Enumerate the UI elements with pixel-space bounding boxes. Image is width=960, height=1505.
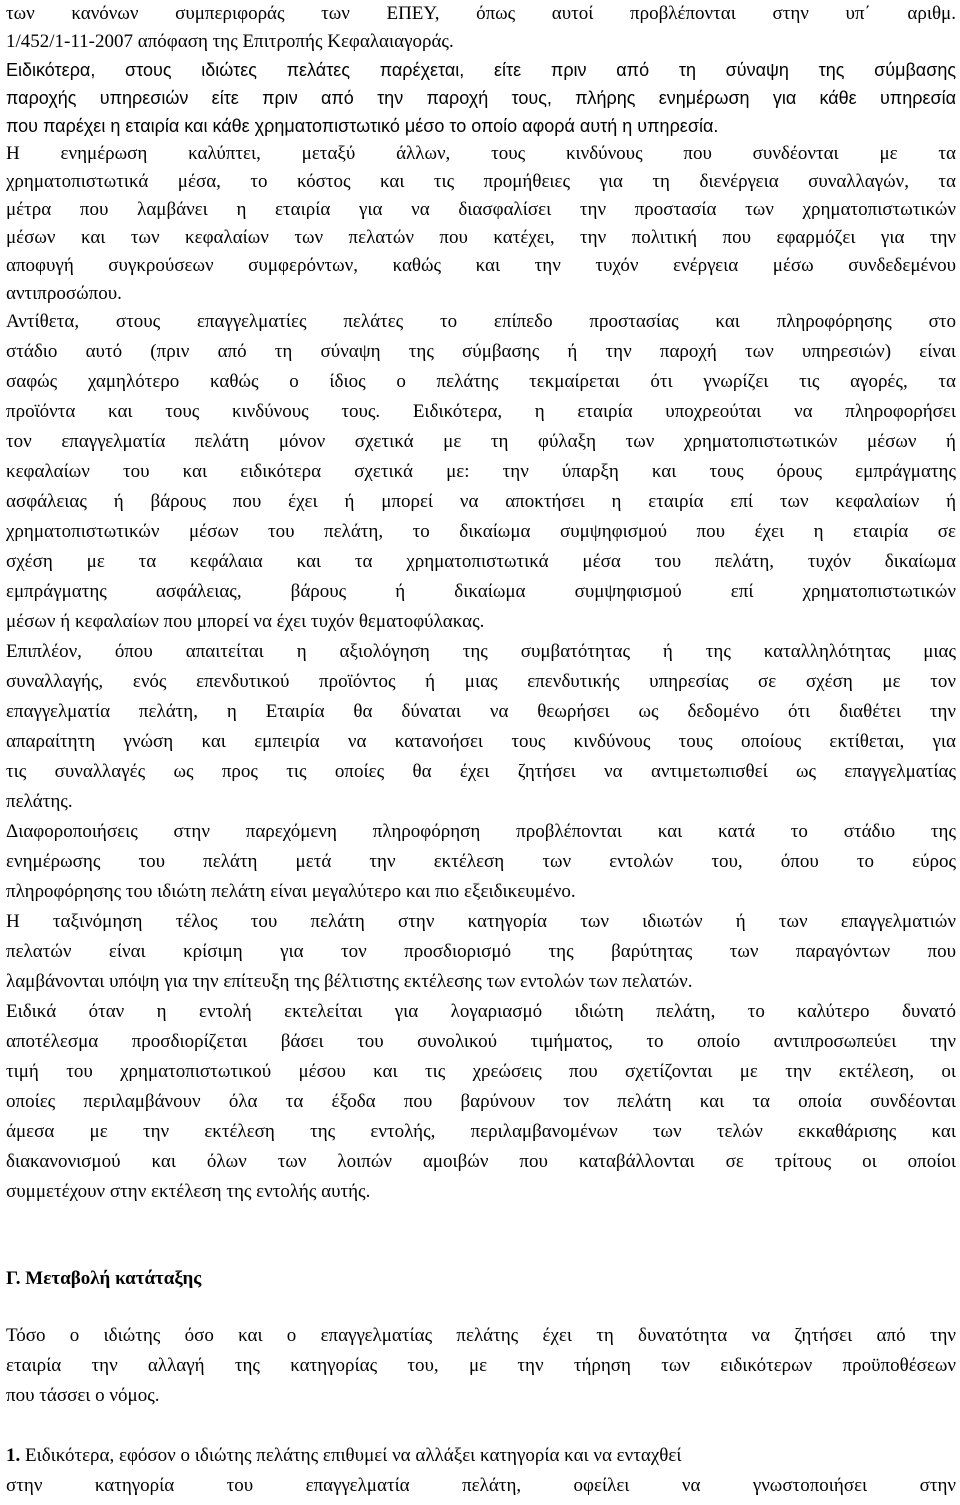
- text-line: διακανονισμού και όλων των λοιπών αμοιβών που καταβάλλονται σε τρίτους οι οποίοι: [6, 1151, 956, 1172]
- text-line: Διαφοροποιήσεις στην παρεχόμενη πληροφόρηση προβλέπονται και κατά το στάδιο της: [6, 821, 956, 842]
- text-line: Ειδικά όταν η εντολή εκτελείται για λογαριασμό ιδιώτη πελάτη, το καλύτερο δυνατό: [6, 1001, 956, 1022]
- text-line: στην κατηγορία του επαγγελματία πελάτη, οφείλει να γνωστοποιήσει στην: [6, 1475, 956, 1496]
- text-line: μέτρα που λαμβάνει η εταιρία για να διασφαλίσει την προστασία των χρηματοπιστωτικών: [6, 199, 956, 220]
- text-line: κεφαλαίων του και ειδικότερα σχετικά με: την ύπαρξη και τους όρους εμπράγματης: [6, 461, 956, 482]
- text-line: αντιπροσώπου.: [6, 283, 122, 304]
- text-line: που τάσσει ο νόμος.: [6, 1385, 160, 1406]
- text-line: Τόσο ο ιδιώτης όσο και ο επαγγελματίας πελάτης έχει τη δυνατότητα να ζητήσει από την: [6, 1325, 956, 1346]
- text-line: μέσων ή κεφαλαίων που μπορεί να έχει τυχόν θεματοφύλακας.: [6, 611, 485, 632]
- text-line: αποφυγή συγκρούσεων συμφερόντων, καθώς και την τυχόν ενέργεια μέσω συνδεδεμένου: [6, 255, 956, 276]
- text-line: απαραίτητη γνώση και εμπειρία να κατανοήσει τους κινδύνους τους οποίους εκτίθεται, για: [6, 731, 956, 752]
- text-line: συναλλαγής, ενός επενδυτικού προϊόντος ή μιας επενδυτικής υπηρεσίας σε σχέση με τον: [6, 671, 956, 692]
- text-line: σχέση με τα κεφάλαια και τα χρηματοπιστωτικά μέσα του πελάτη, τυχόν δικαίωμα: [6, 551, 956, 572]
- text-line: 1/452/1-11-2007 απόφαση της Επιτροπής Κεφαλαιαγοράς.: [6, 31, 454, 52]
- text-line: τιμή του χρηματοπιστωτικού μέσου και τις χρεώσεις που σχετίζονται με την εκτέλεση, οι: [6, 1061, 956, 1082]
- numbered-item-line: [6, 1442, 956, 1470]
- text-line: άμεσα με την εκτέλεση της εντολής, περιλαμβανομένων των τελών εκκαθάρισης και: [6, 1121, 956, 1142]
- text-line: πελάτης.: [6, 791, 73, 812]
- text-line: συμμετέχουν στην εκτέλεση της εντολής αυτής.: [6, 1181, 371, 1202]
- text-line: οποίες περιλαμβάνουν όλα τα έξοδα που βαρύνουν τον πελάτη και τα οποία συνδέονται: [6, 1091, 956, 1112]
- text-line: αποτέλεσμα προσδιορίζεται βάσει του συνολικού τιμήματος, το οποίο αντιπροσωπεύει την: [6, 1031, 956, 1052]
- text-line: σαφώς χαμηλότερο καθώς ο ίδιος ο πελάτης τεκμαίρεται ότι γνωρίζει τις αγορές, τα: [6, 371, 956, 392]
- text-line: των κανόνων συμπεριφοράς των ΕΠΕΥ, όπως αυτοί προβλέπονται στην υπ΄ αριθμ.: [6, 3, 956, 24]
- text-line: Η ταξινόμηση τέλος του πελάτη στην κατηγορία των ιδιωτών ή των επαγγελματιών: [6, 911, 956, 932]
- text-line: πελατών είναι κρίσιμη για τον προσδιορισμό της βαρύτητας των παραγόντων που: [6, 941, 956, 962]
- text-line: εταιρία την αλλαγή της κατηγορίας του, με την τήρηση των ειδικότερων προϋποθέσεων: [6, 1355, 956, 1376]
- text-line: μέσων και των κεφαλαίων των πελατών που κατέχει, την πολιτική που εφαρμόζει για την: [6, 227, 956, 248]
- text-line: τις συναλλαγές ως προς τις οποίες θα έχει ζητήσει να αντιμετωπισθεί ως επαγγελματίας: [6, 761, 956, 782]
- text-line: λαμβάνονται υπόψη για την επίτευξη της βέλτιστης εκτέλεσης των εντολών των πελατών.: [6, 971, 693, 992]
- text-line: Επιπλέον, όπου απαιτείται η αξιολόγηση της συμβατότητας ή της καταλληλότητας μιας: [6, 641, 956, 662]
- text-line: τον επαγγελματία πελάτη μόνον σχετικά με τη φύλαξη των χρηματοπιστωτικών μέσων ή: [6, 431, 956, 452]
- text-line: Η ενημέρωση καλύπτει, μεταξύ άλλων, τους κινδύνους που συνδέονται με τα: [6, 143, 956, 164]
- text-line: ενημέρωσης του πελάτη μετά την εκτέλεση των εντολών του, όπου το εύρος: [6, 851, 956, 872]
- text-line: προϊόντα και τους κινδύνους τους. Ειδικότερα, η εταιρία υποχρεούται να πληροφορήσει: [6, 401, 956, 422]
- text-line: πληροφόρησης του ιδιώτη πελάτη είναι μεγαλύτερο και πιο εξειδικευμένο.: [6, 881, 576, 902]
- text-line: Αντίθετα, στους επαγγελματίες πελάτες το επίπεδο προστασίας και πληροφόρησης στο: [6, 311, 956, 332]
- text-line: ασφάλειας ή βάρους που έχει ή μπορεί να αποκτήσει η εταιρία επί των κεφαλαίων ή: [6, 491, 956, 512]
- text-line: χρηματοπιστωτικά μέσα, το κόστος και τις προμήθειες για τη διενέργεια συναλλαγών, τα: [6, 171, 956, 192]
- text-line: παροχής υπηρεσιών είτε πριν από την παροχή τους, πλήρης ενημέρωση για κάθε υπηρεσία: [6, 88, 956, 108]
- text-line: Ειδικότερα, στους ιδιώτες πελάτες παρέχεται, είτε πριν από τη σύναψη της σύμβασης: [6, 60, 956, 80]
- section-heading: Γ. Μεταβολή κατάταξης: [6, 1268, 202, 1289]
- text-line: στάδιο αυτό (πριν από τη σύναψη της σύμβασης ή την παροχή των υπηρεσιών) είναι: [6, 341, 956, 362]
- text-line: που παρέχει η εταιρία και κάθε χρηματοπιστωτικό μέσο το οποίο αφορά αυτή η υπηρεσία.: [6, 116, 719, 136]
- item-text: Ειδικότερα, εφόσον ο ιδιώτης πελάτης επιθυμεί να αλλάξει κατηγορία και να ενταχθεί: [20, 1445, 682, 1466]
- text-line: εμπράγματης ασφάλειας, βάρους ή δικαίωμα συμψηφισμού επί χρηματοπιστωτικών: [6, 581, 956, 602]
- text-line: επαγγελματία πελάτη, η Εταιρία θα δύναται να θεωρήσει ως δεδομένο ότι διαθέτει την: [6, 701, 956, 722]
- item-number: 1.: [6, 1445, 21, 1466]
- text-line: χρηματοπιστωτικών μέσων του πελάτη, το δικαίωμα συμψηφισμού που έχει η εταιρία σε: [6, 521, 956, 542]
